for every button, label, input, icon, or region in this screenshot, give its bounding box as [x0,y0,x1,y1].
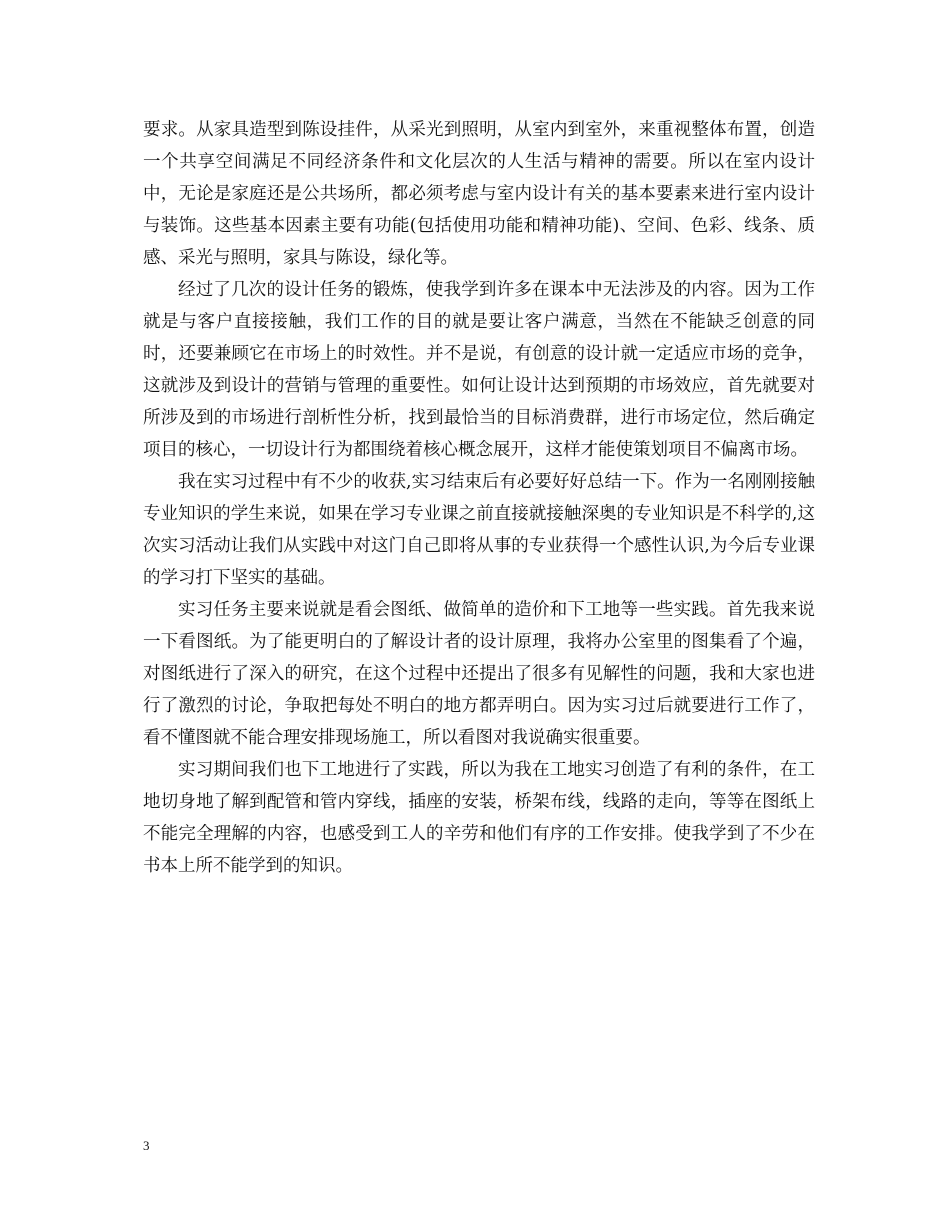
paragraph-5: 实习期间我们也下工地进行了实践，所以为我在工地实习创造了有利的条件，在工地切身地了解到配管和管内穿线，插座的安装，桥架布线，线路的走向，等等在图纸上不能完全理解的内容，也感受到工人的辛劳和他们有序的工作安排。使我学到了不少在书本上所不能学到的知识。 [143,760,815,876]
paragraph-3: 我在实习过程中有不少的收获,实习结束后有必要好好总结一下。作为一名刚刚接触专业知识的学生来说，如果在学习专业课之前直接就接触深奥的专业知识是不科学的,这次实习活动让我们从实践中对这门自己即将从事的专业获得一个感性认识,为今后专业课的学习打下坚实的基础。 [143,472,815,588]
paragraph-2: 经过了几次的设计任务的锻炼，使我学到许多在课本中无法涉及的内容。因为工作就是与客户直接接触，我们工作的目的就是要让客户满意，当然在不能缺乏创意的同时，还要兼顾它在市场上的时效性。并不是说，有创意的设计就一定适应市场的竞争，这就涉及到设计的营销与管理的重要性。如何让设计达到预期的市场效应，首先就要对所涉及到的市场进行剖析性分析，找到最恰当的目标消费群，进行市场定位，然后确定项目的核心，一切设计行为都围绕着核心概念展开，这样才能使策划项目不偏离市场。 [143,280,815,460]
paragraph-4: 实习任务主要来说就是看会图纸、做简单的造价和下工地等一些实践。首先我来说一下看图纸。为了能更明白的了解设计者的设计原理，我将办公室里的图集看了个遍，对图纸进行了深入的研究，在这个过程中还提出了很多有见解性的问题，我和大家也进行了激烈的讨论，争取把每处不明白的地方都弄明白。因为实习过后就要进行工作了，看不懂图就不能合理安排现场施工，所以看图对我说确实很重要。 [143,600,815,748]
paragraph-1: 要求。从家具造型到陈设挂件，从采光到照明，从室内到室外，来重视整体布置，创造一个共享空间满足不同经济条件和文化层次的人生活与精神的需要。所以在室内设计中，无论是家庭还是公共场所，都必须考虑与室内设计有关的基本要素来进行室内设计与装饰。这些基本因素主要有功能(包括使用功能和精神功能)、空间、色彩、线条、质感、采光与照明，家具与陈设，绿化等。 [143,120,815,268]
document-body [143,114,815,882]
page-number: 3 [143,1138,150,1153]
